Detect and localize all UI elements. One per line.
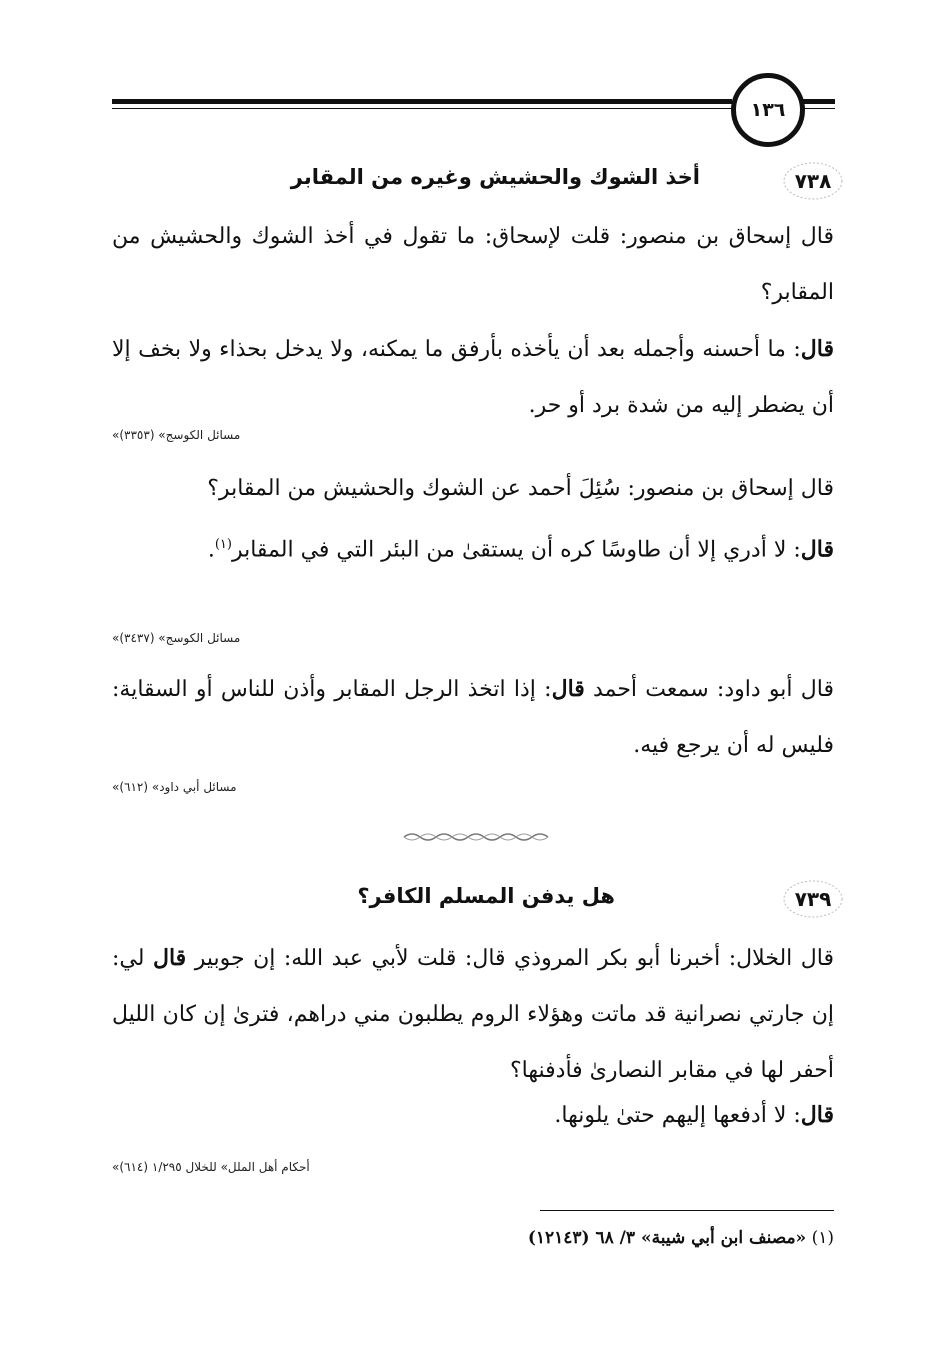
answer-label: قال [800,536,834,563]
footnote-text: «مصنف ابن أبي شيبة» ٣/ ٦٨ (١٢١٤٣) [527,1228,807,1248]
answer-paragraph [112,321,834,434]
answer-text: : لا أدري إلا أن طاوسًا كره أن يستقىٰ من البئر التي في المقابر [231,537,801,563]
section-number: ٧٣٩ [794,887,832,911]
paragraph [112,661,834,774]
section-title: هل يدفن المسلم الكافر؟ [357,884,615,908]
paragraph-text: قال إسحاق بن منصور: سُئِلَ أحمد عن الشوك والحشيش من المقابر؟ [207,476,834,501]
source-citation: «مسائل الكوسج» (٣٣٥٣) [112,428,241,442]
source-citation: «أحكام أهل الملل» للخلال ١/٢٩٥ (٦١٤) [112,1160,310,1174]
answer-paragraph [112,517,834,578]
page-number-badge [731,73,805,147]
section-title: أخذ الشوك والحشيش وغيره من المقابر [290,165,700,189]
paragraph [112,930,834,1099]
divider-ornament-icon [402,831,550,843]
footnote-marker: (١) [214,537,232,552]
paragraph [112,209,834,321]
inline-label: قال [152,945,187,971]
section-number-badge [782,878,844,920]
footnote [440,1228,834,1248]
source-citation: «مسائل الكوسج» (٣٤٣٧) [112,631,241,645]
answer-label: قال [800,1102,834,1128]
section-number-badge [782,160,844,202]
paragraph-text: قال إسحاق بن منصور: قلت لإسحاق: ما تقول في أخذ الشوك والحشيش من المقابر؟ [112,224,834,305]
footnote-rule [540,1210,834,1211]
paragraph-text: قال الخلال: أخبرنا أبو بكر المروذي قال: قلت لأبي عبد الله: إن جوبير [186,946,834,971]
page-number: ١٣٦ [750,99,786,121]
answer-label: قال [800,336,834,362]
paragraph-text: قال أبو داود: سمعت أحمد [584,677,835,702]
paragraph-text: : إذا اتخذ الرجل المقابر وأذن للناس أو السقاية: فليس له أن يرجع فيه. [112,677,834,758]
section-number: ٧٣٨ [794,169,832,193]
paragraph [112,461,834,517]
answer-paragraph [112,1087,834,1144]
answer-text: : ما أحسنه وأجمله بعد أن يأخذه بأرفق ما يمكنه، ولا يدخل بحذاء ولا بخف إلا أن يضطر إليه من شدة برد أو حر. [112,337,834,418]
inline-label: قال [551,676,585,702]
source-citation: «مسائل أبي داود» (٦١٢) [112,780,237,794]
answer-end: . [207,537,215,563]
footnote-number: (١) [811,1228,834,1248]
paragraph-text: لي: إن جارتي نصرانية قد ماتت وهؤلاء الروم يطلبون مني دراهم، فترىٰ إن كان الليل أحفر لها في مقابر النصارىٰ فأدفنها؟ [112,946,834,1083]
answer-text: : لا أدفعها إليهم حتىٰ يلونها. [554,1103,801,1128]
